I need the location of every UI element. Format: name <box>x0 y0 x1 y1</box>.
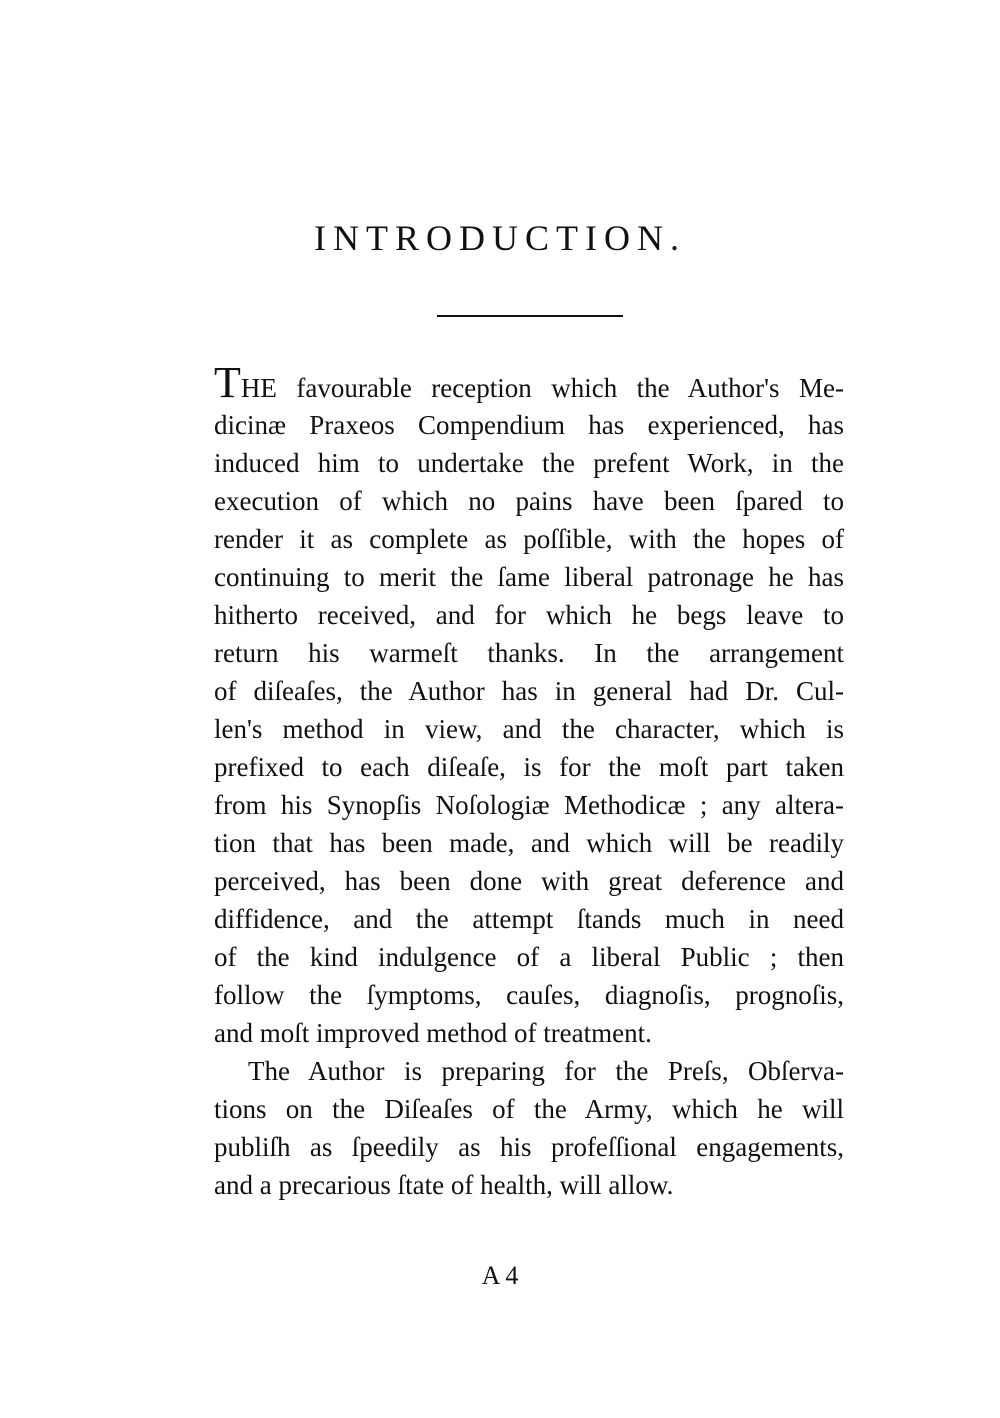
text-line: The Author is preparing for the Preſs, Obſerva- <box>248 1056 844 1086</box>
text-line: render it as complete as poſſible, with the hopes of <box>214 524 844 554</box>
text-line: follow the ſymptoms, cauſes, diagnoſis, prognoſis, <box>214 980 844 1010</box>
body-text <box>214 358 844 1204</box>
text-line: from his Synopſis Noſologiæ Methodicæ ; any altera- <box>214 790 844 820</box>
text-line: hitherto received, and for which he begs leave to <box>214 600 844 630</box>
text-line: len's method in view, and the character, which is <box>214 714 844 744</box>
text-line: publiſh as ſpeedily as his profeſſional engagements, <box>214 1132 844 1162</box>
text-line: tions on the Diſeaſes of the Army, which he will <box>214 1094 844 1124</box>
signature-mark: A 4 <box>481 1261 519 1290</box>
page-title: INTRODUCTION. <box>314 218 686 258</box>
text-line: THE favourable reception which the Author's Me- <box>214 358 844 407</box>
text-line: and moſt improved method of treatment. <box>214 1018 652 1048</box>
text-line: dicinæ Praxeos Compendium has experienced, has <box>214 410 844 440</box>
text-line: and a precarious ſtate of health, will allow. <box>214 1170 674 1200</box>
text-line: execution of which no pains have been ſpared to <box>214 486 844 516</box>
text-line: continuing to merit the ſame liberal patronage he has <box>214 562 844 592</box>
text-line: perceived, has been done with great deference and <box>214 866 844 896</box>
text-line: of the kind indulgence of a liberal Public ; then <box>214 942 844 972</box>
text-line: induced him to undertake the prefent Work, in the <box>214 448 844 478</box>
text-line: diffidence, and the attempt ſtands much in need <box>214 904 844 934</box>
text-line: prefixed to each diſeaſe, is for the moſt part taken <box>214 752 844 782</box>
drop-cap: T <box>214 358 241 407</box>
text-line: return his warmeſt thanks. In the arrangement <box>214 638 844 668</box>
text-line: of diſeaſes, the Author has in general had Dr. Cul- <box>214 676 844 706</box>
text-line: tion that has been made, and which will be readily <box>214 828 844 858</box>
title-rule <box>437 315 623 317</box>
